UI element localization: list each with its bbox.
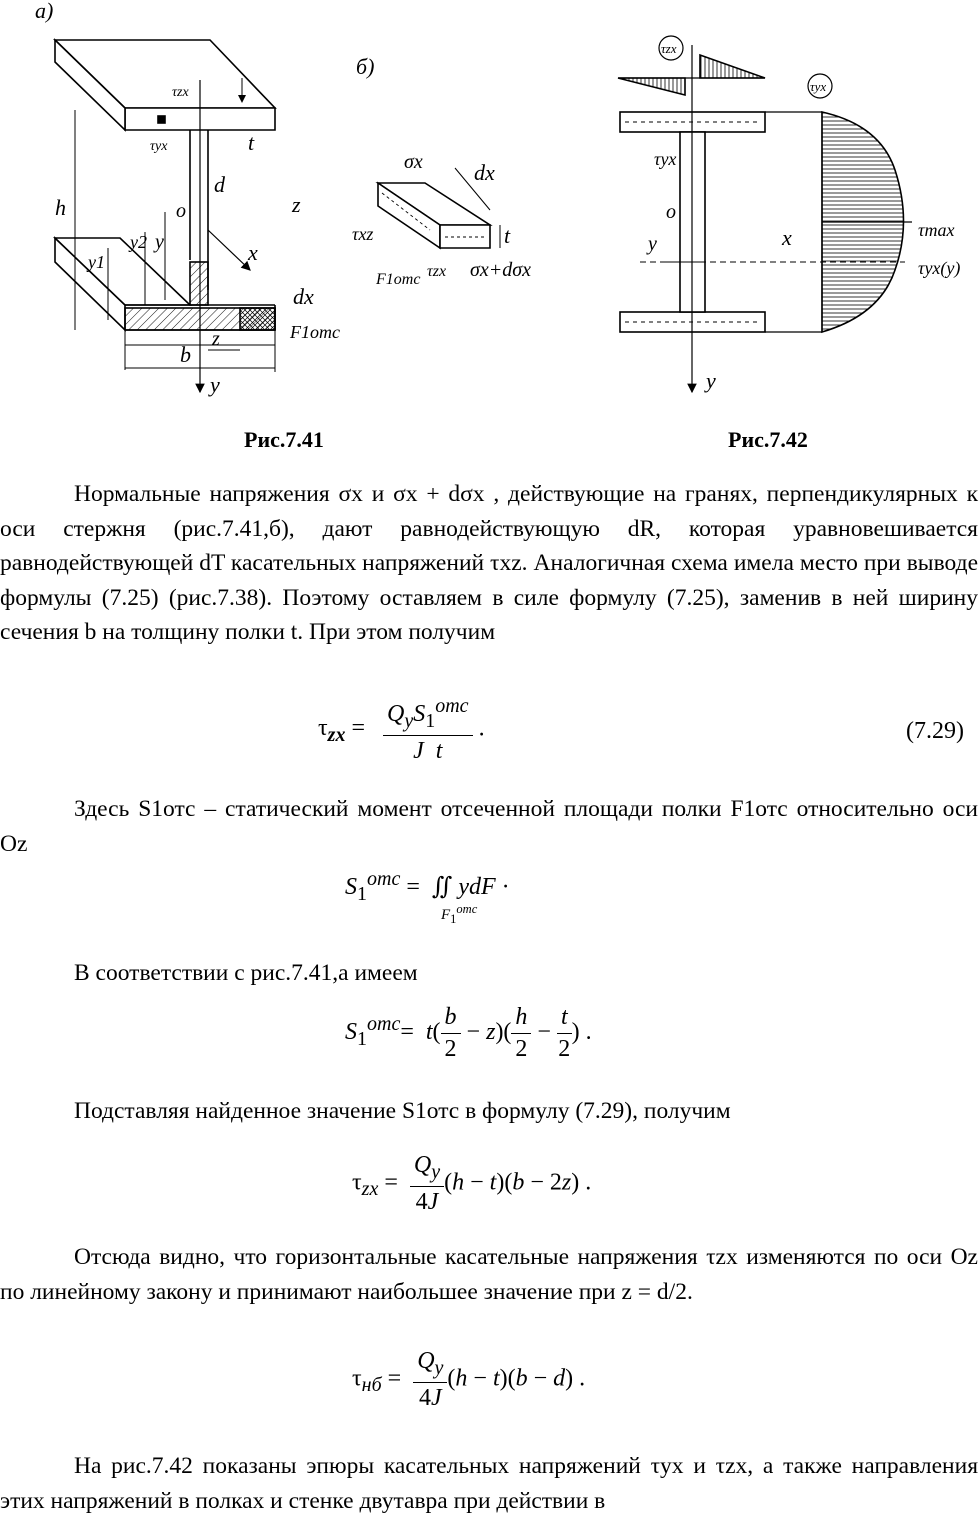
- paragraph-4: Подставляя найденное значение S1отс в формулу (7.29), получим: [74, 1098, 731, 1124]
- svg-text:t: t: [248, 130, 255, 155]
- equation-number: (7.29): [906, 718, 964, 744]
- svg-text:y: y: [648, 233, 657, 255]
- paragraph-5: Отсюда видно, что горизонтальные касательные напряжения τzx изменяются по оси Oz по линейному закону и принимают наибольшее значение при z = d/2.: [0, 1244, 978, 1305]
- svg-text:τyx: τyx: [810, 79, 827, 94]
- paragraph-3: В соответствии с рис.7.41,а имеем: [74, 960, 418, 986]
- figures: [0, 0, 980, 460]
- svg-text:z: z: [212, 328, 220, 350]
- svg-text:x: x: [782, 225, 792, 250]
- svg-text:τyx: τyx: [654, 149, 677, 169]
- equation-s1-integral: $S_1^{отс}$ = ∬ ydF · $F_1^{отс}$: [345, 868, 510, 926]
- panel-b-label: б): [356, 54, 375, 79]
- paragraph-6: На рис.7.42 показаны эпюры касательных напряжений τyx и τzx, а также направления этих напряжений в полках и стенке двутавра при действии в: [0, 1453, 978, 1514]
- svg-text:F1отс: F1отс: [376, 271, 421, 288]
- svg-text:z: z: [292, 192, 301, 217]
- panel-a-label: а): [35, 0, 54, 23]
- equation-tau-zx: $\tau_{zx}$ = $\frac{Q_y}{4J}$ (h − t)(b − 2z) .: [352, 1152, 592, 1215]
- svg-text:F1отс: F1отс: [290, 322, 340, 342]
- svg-text:o: o: [176, 200, 186, 222]
- equation-7-29: $\tau_{zx}$ = $\frac{Q_yS_1^{отс}}{\text{J t}}$ .: [318, 695, 485, 764]
- i-beam-3d-diagram: [55, 40, 275, 392]
- equation-s1-value: $S_1^{отс}= t$( $\frac{b}{2}$ − z)( $\frac{h}{2}$ − $\frac{t}{2}$ ) .: [345, 1004, 592, 1062]
- shear-stress-diagram: [618, 36, 912, 392]
- svg-text:τyx(y): τyx(y): [918, 258, 961, 278]
- equation-tau-max: $\tau_{нб}$ = $\frac{Q_y}{4J}$ (h − t)(b − d) .: [352, 1348, 586, 1411]
- svg-text:d: d: [214, 172, 225, 197]
- paragraph-2: Здесь S1отс – статический момент отсеченной площади полки F1отс относительно оси Oz: [0, 796, 978, 857]
- svg-text:o: o: [666, 201, 676, 223]
- svg-text:τzx: τzx: [661, 41, 677, 56]
- svg-text:τmax: τmax: [918, 220, 955, 240]
- svg-text:τyx: τyx: [150, 139, 168, 154]
- svg-text:σx+dσx: σx+dσx: [470, 259, 531, 281]
- svg-text:h: h: [55, 195, 66, 220]
- svg-text:y: y: [155, 231, 164, 253]
- svg-text:τzx: τzx: [172, 85, 189, 100]
- paragraph-1: Нормальные напряжения σx и σx + dσx , действующие на гранях, перпендикулярных к оси стержня (рис.7.41,б), дают равнодействующую dR, которая уравновешивается равнодействующей dT касательных напряжений τxz. Аналогичная схема имела место при выводе формулы (7.25) (рис.7.38). Поэтому оставляем в силе формулу (7.25), заменив в ней ширину сечения b на толщину полки t. При этом получим: [0, 481, 978, 646]
- svg-text:y1: y1: [88, 252, 105, 272]
- svg-text:τzx: τzx: [427, 263, 447, 280]
- svg-text:y: y: [210, 372, 220, 397]
- svg-text:dx: dx: [293, 284, 314, 309]
- svg-text:b: b: [180, 342, 191, 367]
- svg-text:σx: σx: [404, 151, 423, 173]
- caption-fig-7-41: Рис.7.41: [244, 427, 324, 452]
- svg-text:t: t: [504, 223, 511, 248]
- svg-text:y2: y2: [130, 232, 147, 252]
- svg-text:τxz: τxz: [352, 224, 374, 244]
- svg-text:x: x: [248, 240, 258, 265]
- svg-text:dx: dx: [474, 160, 495, 185]
- svg-text:y: y: [706, 368, 716, 393]
- caption-fig-7-42: Рис.7.42: [728, 427, 808, 452]
